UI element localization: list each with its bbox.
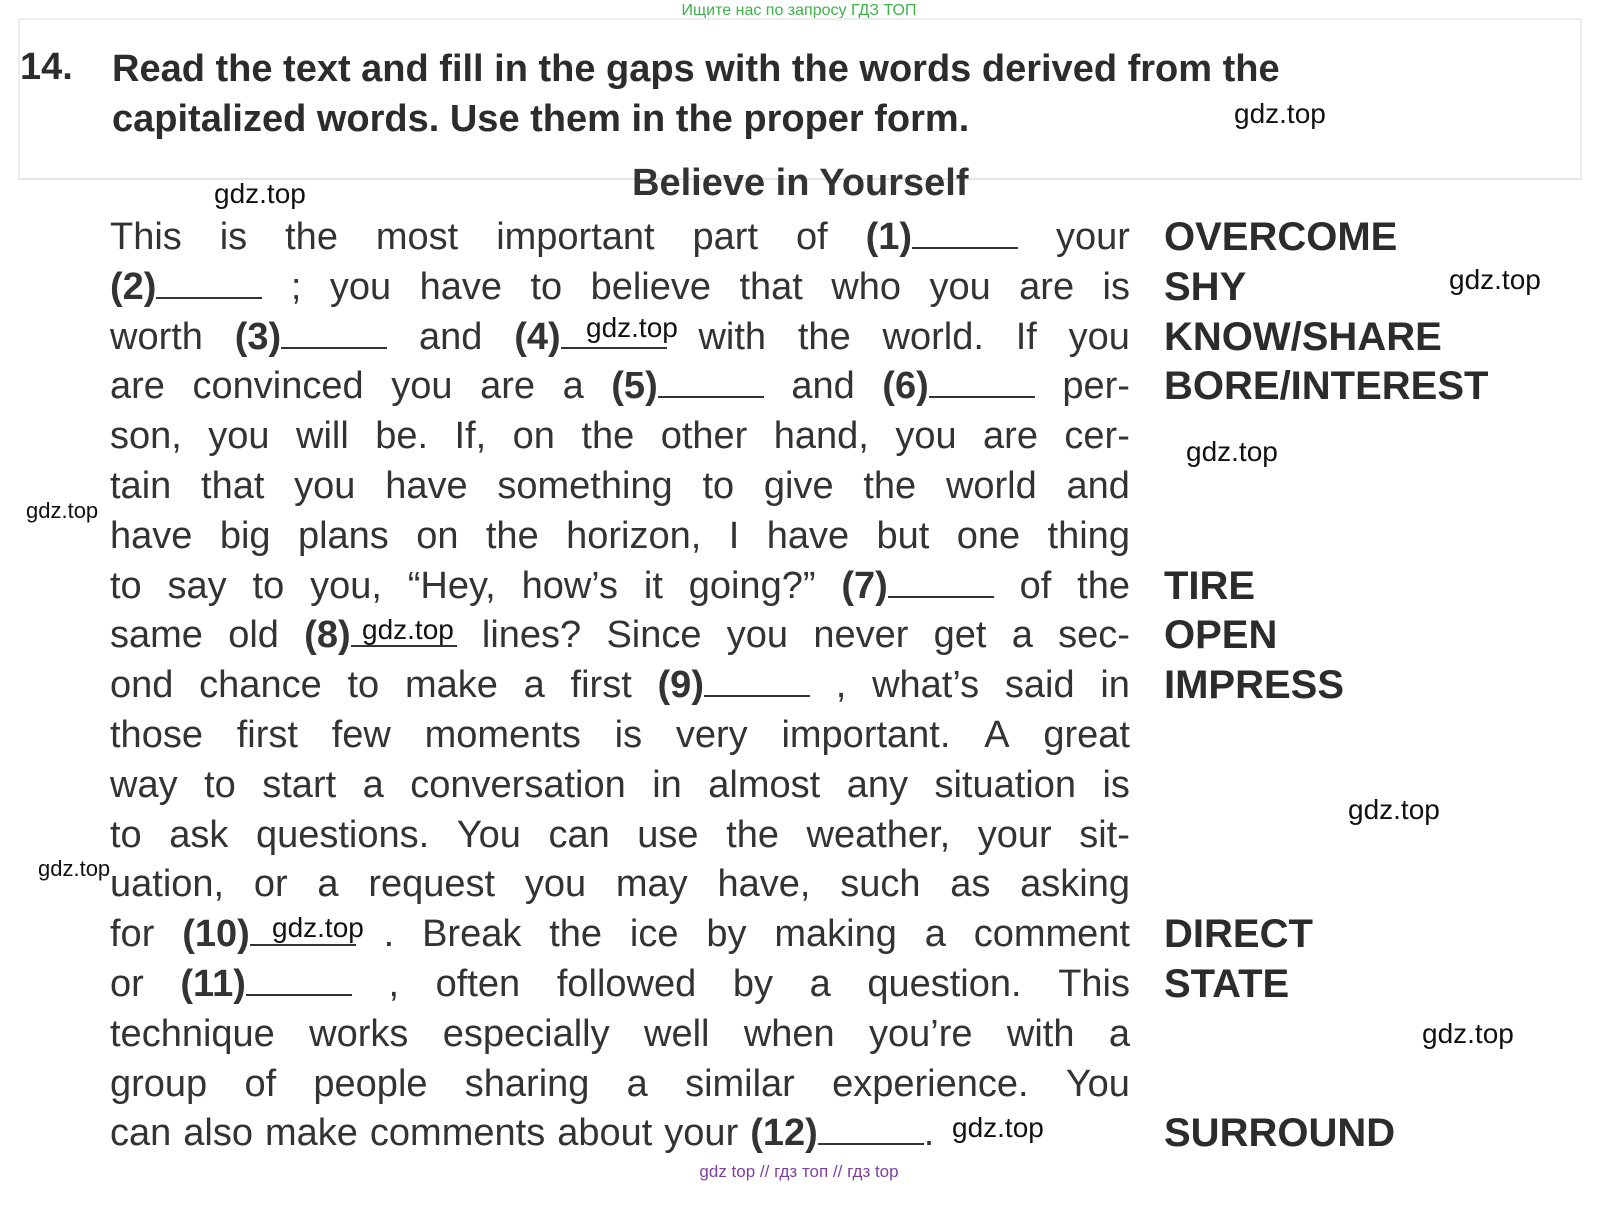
- word: moments: [424, 713, 581, 756]
- word: how’s: [521, 564, 619, 607]
- word: a: [626, 1062, 648, 1105]
- passage-line: [110, 611, 1130, 661]
- answer-blank[interactable]: [704, 665, 810, 697]
- word: important.: [781, 713, 951, 756]
- word: weather,: [806, 813, 951, 856]
- passage-line: [110, 910, 1130, 960]
- keyword: KNOW/SHARE: [1164, 314, 1442, 359]
- task-instruction: [112, 44, 1582, 144]
- answer-blank[interactable]: [246, 964, 352, 996]
- word: with: [1006, 1012, 1075, 1055]
- word: son,: [110, 415, 182, 458]
- word: to: [252, 564, 285, 607]
- word: ;: [290, 265, 302, 308]
- word: old: [228, 614, 279, 657]
- gap-number: (5): [611, 365, 658, 408]
- word: big: [219, 514, 271, 557]
- word: comments: [369, 1112, 546, 1155]
- passage-line: [110, 512, 1130, 562]
- watermark: gdz.top: [586, 312, 678, 343]
- keyword: BORE/INTEREST: [1164, 364, 1489, 409]
- gap-number: (4): [514, 315, 561, 358]
- gap-number: (7): [841, 564, 888, 607]
- word: your: [977, 813, 1052, 856]
- word: question.: [867, 962, 1022, 1005]
- word: tain: [110, 464, 172, 507]
- word: of: [244, 1062, 277, 1105]
- keyword: OPEN: [1164, 613, 1278, 658]
- word: such: [840, 863, 921, 906]
- word: you: [208, 415, 270, 458]
- word: the: [863, 464, 917, 507]
- word: give: [763, 464, 834, 507]
- word: to: [204, 763, 236, 806]
- word: have: [385, 464, 468, 507]
- word: horizon,: [566, 514, 702, 557]
- gap-number: (10): [182, 913, 250, 956]
- gap[interactable]: [611, 362, 763, 412]
- word: and: [419, 315, 483, 358]
- gap-number: (11): [180, 962, 246, 1005]
- word: by: [706, 913, 747, 956]
- top-banner[interactable]: Ищите нас по запросу ГДЗ ТОП: [681, 2, 917, 19]
- word: people: [313, 1062, 428, 1105]
- word: are: [1019, 265, 1075, 308]
- word: as: [950, 863, 991, 906]
- passage-line: [110, 263, 1130, 313]
- word: get: [933, 614, 987, 657]
- word: with: [698, 315, 767, 358]
- word: you: [294, 464, 356, 507]
- watermark: gdz.top: [26, 498, 99, 523]
- passage-line: [110, 462, 1130, 512]
- word: in: [652, 763, 682, 806]
- word: you: [524, 863, 587, 906]
- word: be.: [375, 415, 429, 458]
- word: what’s: [872, 664, 980, 707]
- word: said: [1004, 664, 1075, 707]
- passage-line: [110, 761, 1130, 811]
- word: chance: [199, 664, 322, 707]
- watermark: gdz.top: [272, 912, 364, 943]
- word: on: [416, 514, 459, 557]
- word: or: [110, 962, 144, 1005]
- word: and: [791, 365, 855, 408]
- gap[interactable]: [235, 313, 387, 363]
- word: ice: [629, 913, 679, 956]
- word: of: [795, 216, 828, 258]
- word: If,: [454, 415, 487, 458]
- word: is: [1102, 265, 1130, 308]
- word: ask: [169, 813, 229, 856]
- word: similar: [685, 1062, 795, 1105]
- instruction-line-1: Read the text and fill in the gaps with the words derived from the: [112, 48, 1280, 90]
- word: most: [375, 216, 459, 258]
- word: convinced: [192, 365, 364, 408]
- word: almost: [708, 763, 821, 806]
- word: one: [956, 514, 1021, 557]
- word: can: [110, 1112, 172, 1155]
- word: “Hey,: [407, 564, 496, 607]
- watermark: gdz.top: [1348, 794, 1440, 825]
- word: the: [581, 415, 635, 458]
- word: experience.: [832, 1062, 1029, 1105]
- passage-line: [110, 1060, 1130, 1110]
- word: when: [743, 1012, 835, 1055]
- word: is: [219, 216, 248, 258]
- word: make: [404, 664, 498, 707]
- word: per-: [1062, 365, 1130, 408]
- word: world.: [882, 315, 984, 358]
- passage-line: [110, 362, 1130, 412]
- word: is: [1102, 763, 1130, 806]
- word: I: [728, 514, 740, 557]
- word: never: [813, 614, 909, 657]
- word: request: [368, 863, 496, 906]
- word: first: [570, 664, 632, 707]
- word: .: [383, 913, 395, 956]
- word: you: [1068, 315, 1130, 358]
- word: lines?: [481, 614, 582, 657]
- word: the: [549, 913, 603, 956]
- word: a: [362, 763, 384, 806]
- word: the: [797, 315, 851, 358]
- word: a: [523, 664, 545, 707]
- word: to: [347, 664, 380, 707]
- word: very: [675, 713, 748, 756]
- passage-line: [110, 860, 1130, 910]
- word: world: [945, 464, 1037, 507]
- passage-line: [110, 711, 1130, 761]
- word: your: [1055, 216, 1130, 258]
- word: This: [110, 216, 182, 258]
- gap-number: (2): [110, 265, 157, 308]
- passage-line: [110, 811, 1130, 861]
- word: have: [110, 514, 193, 557]
- passage-line: [110, 562, 1130, 612]
- passage-title: Believe in Yourself: [632, 162, 969, 204]
- watermark: gdz.top: [1449, 264, 1541, 295]
- word: a: [317, 863, 339, 906]
- word: a: [562, 365, 584, 408]
- word: often: [435, 962, 521, 1005]
- word: thing: [1047, 514, 1130, 557]
- word: is: [614, 713, 643, 756]
- word: to: [530, 265, 563, 308]
- word: the: [485, 514, 539, 557]
- answer-blank[interactable]: [818, 1113, 924, 1145]
- word: that: [739, 265, 803, 308]
- word: in: [1100, 664, 1130, 707]
- gap[interactable]: [750, 1109, 924, 1159]
- passage-line: [110, 213, 1130, 263]
- word: about: [557, 1112, 653, 1155]
- gap[interactable]: [658, 661, 810, 711]
- passage-line: [110, 661, 1130, 711]
- word: followed: [556, 962, 697, 1005]
- word: you: [391, 365, 453, 408]
- word: You: [456, 813, 521, 856]
- watermark: gdz.top: [362, 614, 454, 645]
- gap-number: (9): [657, 664, 704, 707]
- word: by: [732, 962, 773, 1005]
- watermark: gdz.top: [1234, 98, 1326, 129]
- word: you: [895, 415, 957, 458]
- word: have: [766, 514, 850, 557]
- word: important: [496, 216, 655, 258]
- word: use: [637, 813, 699, 856]
- word: worth: [110, 315, 203, 358]
- word: to: [110, 813, 142, 856]
- word: well: [644, 1012, 710, 1055]
- word: a: [1011, 614, 1033, 657]
- word: who: [831, 265, 901, 308]
- word: works: [309, 1012, 409, 1055]
- word: asking: [1020, 863, 1130, 906]
- word: way: [110, 763, 178, 806]
- word: those: [110, 713, 203, 756]
- keyword: SURROUND: [1164, 1111, 1396, 1156]
- word: the: [1077, 564, 1130, 607]
- keyword: TIRE: [1164, 563, 1256, 608]
- watermark: gdz.top: [952, 1112, 1044, 1143]
- word: hand,: [773, 415, 869, 458]
- word: you: [329, 265, 392, 308]
- passage-line: [110, 412, 1130, 462]
- word: have: [419, 265, 503, 308]
- keyword: DIRECT: [1164, 912, 1313, 957]
- word: are: [480, 365, 535, 408]
- word: first: [236, 713, 298, 756]
- word: a: [1108, 1012, 1130, 1055]
- word: cer-: [1064, 415, 1130, 458]
- word: the: [726, 813, 779, 856]
- word: especially: [442, 1012, 610, 1055]
- word: other: [660, 415, 748, 458]
- watermark: gdz.top: [1422, 1018, 1514, 1049]
- word: conversation: [410, 763, 626, 806]
- word: same: [110, 614, 203, 657]
- word: comment: [973, 913, 1130, 956]
- keyword: IMPRESS: [1164, 663, 1345, 708]
- word: your: [664, 1112, 739, 1155]
- word: may: [615, 863, 688, 906]
- word: start: [262, 763, 337, 806]
- word: great: [1043, 713, 1130, 756]
- word: or: [253, 863, 288, 906]
- word: part: [692, 216, 759, 258]
- word: will: [296, 415, 349, 458]
- word: sec-: [1058, 614, 1130, 657]
- watermark: gdz.top: [38, 856, 111, 881]
- word: you,: [310, 564, 382, 607]
- word: group: [110, 1062, 208, 1105]
- gap[interactable]: [180, 960, 351, 1010]
- word: ,: [835, 664, 847, 707]
- word: few: [331, 713, 391, 756]
- gap-number: (3): [234, 315, 282, 358]
- word: Break: [422, 913, 522, 956]
- word: going?”: [688, 564, 816, 607]
- word: plans: [297, 514, 389, 557]
- passage-line: [110, 960, 1130, 1010]
- word: are: [110, 365, 165, 408]
- word: and: [1066, 464, 1130, 507]
- gap-number: (8): [304, 614, 351, 657]
- word: Since: [606, 614, 702, 657]
- gap[interactable]: [110, 263, 262, 313]
- passage: [110, 213, 1130, 1159]
- answer-blank[interactable]: [912, 217, 1018, 249]
- gap[interactable]: [882, 362, 1034, 412]
- word: If: [1015, 315, 1037, 358]
- word: You: [1065, 1062, 1130, 1105]
- keyword: SHY: [1164, 264, 1247, 309]
- watermark: gdz.top: [214, 178, 306, 209]
- watermark: gdz.top: [1186, 436, 1278, 467]
- word: are: [983, 415, 1038, 458]
- word: for: [110, 913, 155, 956]
- answer-blank[interactable]: [281, 317, 387, 349]
- word: making: [774, 913, 897, 956]
- word: it: [643, 564, 663, 607]
- gap-number: (6): [882, 365, 929, 408]
- gap[interactable]: [866, 213, 1018, 263]
- answer-blank[interactable]: [156, 267, 262, 299]
- word: ,: [388, 962, 400, 1005]
- word: a: [924, 913, 946, 956]
- word: questions.: [255, 813, 430, 856]
- word: a: [809, 962, 831, 1005]
- word: A: [984, 713, 1010, 756]
- word: to: [702, 464, 735, 507]
- word: situation: [934, 763, 1076, 806]
- word: but: [876, 514, 930, 557]
- gap-number: (12): [750, 1112, 818, 1155]
- word: This: [1058, 962, 1130, 1005]
- word: you: [929, 265, 991, 308]
- word: any: [846, 763, 908, 806]
- gap[interactable]: [841, 562, 993, 612]
- word: also: [183, 1112, 253, 1155]
- word: believe: [590, 265, 712, 308]
- answer-blank[interactable]: [888, 566, 994, 598]
- word: of: [1019, 564, 1052, 607]
- word: have,: [717, 863, 811, 906]
- answer-blank[interactable]: [929, 366, 1035, 398]
- word: to: [110, 564, 142, 607]
- word: say: [167, 564, 227, 607]
- word: sharing: [464, 1062, 590, 1105]
- word: on: [512, 415, 555, 458]
- instruction-line-2: capitalized words. Use them in the proper form.: [112, 98, 970, 140]
- word: sit-: [1079, 813, 1130, 856]
- word: can: [548, 813, 610, 856]
- passage-line: [110, 1010, 1130, 1060]
- gap-number: (1): [865, 216, 913, 258]
- keyword: OVERCOME: [1164, 215, 1398, 259]
- word: you’re: [869, 1012, 973, 1055]
- task-number: 14.: [20, 46, 73, 88]
- word: technique: [110, 1012, 275, 1055]
- answer-blank[interactable]: [658, 366, 764, 398]
- word: .: [923, 1112, 935, 1155]
- word: something: [497, 464, 673, 507]
- word: make: [265, 1112, 358, 1155]
- word: you: [726, 614, 789, 657]
- keyword: STATE: [1164, 962, 1290, 1006]
- footer-links[interactable]: gdz top // гдз топ // гдз top: [699, 1162, 899, 1181]
- word: that: [201, 464, 265, 507]
- word: uation,: [110, 863, 225, 906]
- word: the: [285, 216, 338, 258]
- word: ond: [110, 664, 174, 707]
